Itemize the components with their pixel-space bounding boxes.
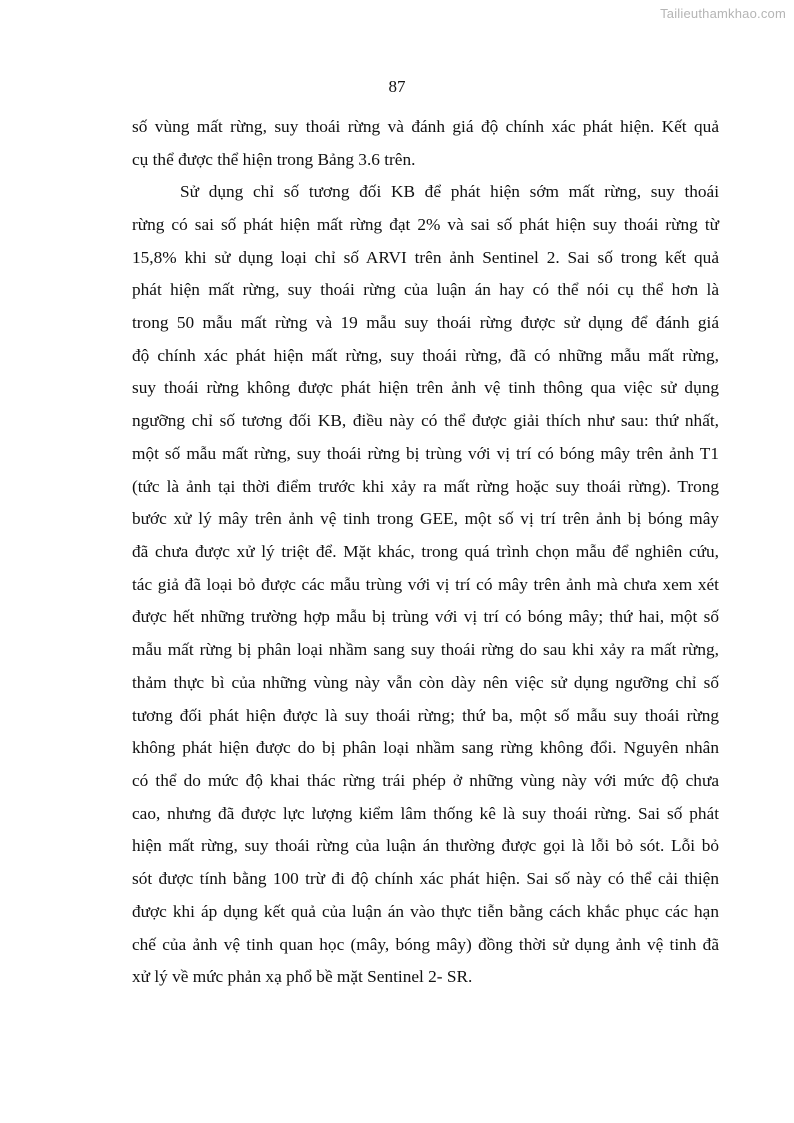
text-line: có thể do mức độ khai thác rừng trái phép ở những vùng này với mức độ chưa [132, 771, 719, 790]
text-line: bước xử lý mây trên ảnh vệ tinh trong GEE, một số vị trí trên ảnh bị bóng mây [132, 509, 719, 528]
page-number: 87 [388, 77, 406, 96]
text-line: được hết những trường hợp mẫu bị trùng với vị trí có bóng mây; thứ hai, một số [132, 607, 719, 626]
text-line: sót được tính bằng 100 trừ đi độ chính xác phát hiện. Sai số này có thể cải thiện [132, 869, 719, 888]
text-line: cụ thể được thể hiện trong Bảng 3.6 trên. [132, 150, 416, 169]
text-line: rừng có sai số phát hiện mất rừng đạt 2% và sai số phát hiện suy thoái rừng từ [132, 215, 719, 234]
text-line: ngưỡng chỉ số tương đối KB, điều này có thể được giải thích như sau: thứ nhất, [132, 411, 719, 430]
text-line: Sử dụng chỉ số tương đối KB để phát hiện sớm mất rừng, suy thoái [180, 182, 719, 201]
text-line: số vùng mất rừng, suy thoái rừng và đánh giá độ chính xác phát hiện. Kết quả [132, 117, 719, 136]
watermark: Tailieuthamkhao.com [660, 6, 786, 21]
text-line: đã chưa được xử lý triệt để. Mặt khác, trong quá trình chọn mẫu để nghiên cứu, [132, 542, 719, 561]
text-line: một số mẫu mất rừng, suy thoái rừng bị trùng với vị trí có bóng mây trên ảnh T1 [132, 444, 719, 463]
text-line: (tức là ảnh tại thời điểm trước khi xảy ra mất rừng hoặc suy thoái rừng). Trong [132, 477, 719, 496]
text-line: thảm thực bì của những vùng này vẫn còn dày nên việc sử dụng ngưỡng chỉ số [132, 673, 719, 692]
text-line: được khi áp dụng kết quả của luận án vào thực tiễn bằng cách khắc phục các hạn [132, 902, 719, 921]
text-line: không phát hiện được do bị phân loại nhầm sang rừng không đổi. Nguyên nhân [132, 738, 719, 757]
text-line: hiện mất rừng, suy thoái rừng của luận án thường được gọi là lỗi bỏ sót. Lỗi bỏ [132, 836, 719, 855]
text-line: độ chính xác phát hiện mất rừng, suy thoái rừng, đã có những mẫu mất rừng, [132, 346, 719, 365]
text-line: suy thoái rừng không được phát hiện trên ảnh vệ tinh thông qua việc sử dụng [132, 378, 719, 397]
text-line: tác giả đã loại bỏ được các mẫu trùng với vị trí có mây trên ảnh mà chưa xem xét [132, 575, 719, 594]
text-line: tương đối phát hiện được là suy thoái rừng; thứ ba, một số mẫu suy thoái rừng [132, 706, 719, 725]
text-line: cao, nhưng đã được lực lượng kiểm lâm thống kê là suy thoái rừng. Sai số phát [132, 804, 719, 823]
text-line: 15,8% khi sử dụng loại chỉ số ARVI trên ảnh Sentinel 2. Sai số trong kết quả [132, 248, 719, 267]
text-line: xử lý về mức phản xạ phổ bề mặt Sentinel 2- SR. [132, 967, 473, 986]
text-line: chế của ảnh vệ tinh quan học (mây, bóng mây) đồng thời sử dụng ảnh vệ tinh đã [132, 935, 719, 954]
text-line: phát hiện mất rừng, suy thoái rừng của luận án hay có thể nói cụ thể hơn là [132, 280, 719, 299]
text-line: mẫu mất rừng bị phân loại nhầm sang suy thoái rừng do sau khi xảy ra mất rừng, [132, 640, 719, 659]
text-line: trong 50 mẫu mất rừng và 19 mẫu suy thoái rừng được sử dụng để đánh giá [132, 313, 719, 332]
